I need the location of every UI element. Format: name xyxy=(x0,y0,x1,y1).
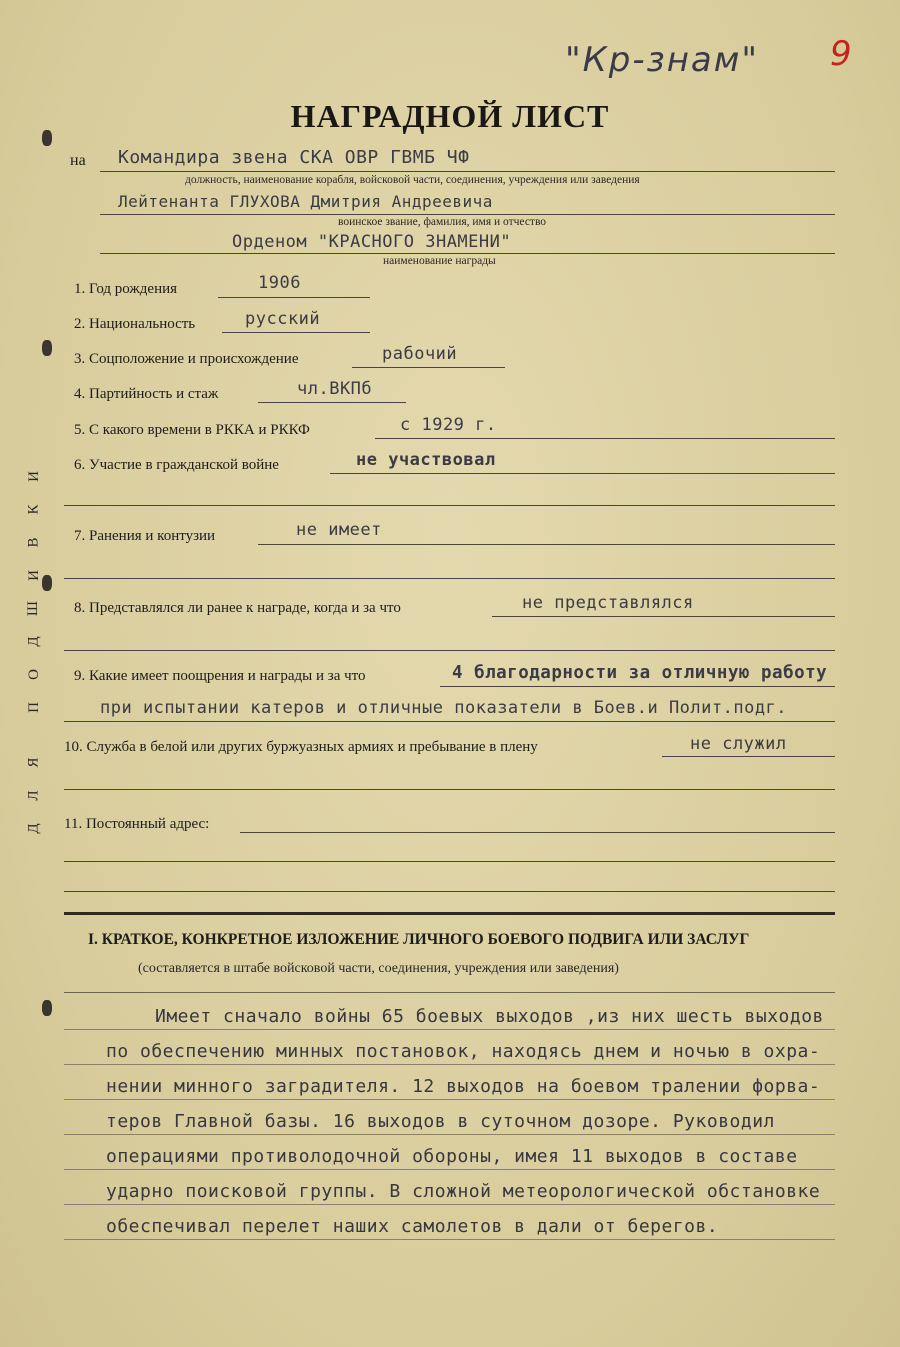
margin-letter: Д xyxy=(25,636,42,647)
body-line-4: теров Главной базы. 16 выходов в суточном дозоре. Руководил xyxy=(106,1111,775,1132)
name-caption: воинское звание, фамилия, имя и отчество xyxy=(338,216,547,228)
field-label-birth-year: 1. Год рождения xyxy=(74,281,178,297)
field-label-white-army: 10. Служба в белой или других буржуазных армиях и пребывание в плену xyxy=(64,739,538,755)
field-label-previous-awards: 8. Представлялся ли ранее к награде, когда и за что xyxy=(74,600,401,616)
position-caption: должность, наименование корабля, войсковой части, соединения, учреждения или заведения xyxy=(185,174,640,186)
margin-letter xyxy=(29,733,51,737)
field-label-nationality: 2. Национальность xyxy=(74,316,196,332)
margin-letter: Д xyxy=(25,823,42,834)
margin-letter: Л xyxy=(25,790,42,801)
margin-letter: Я xyxy=(25,757,42,768)
binder-hole xyxy=(42,340,52,356)
field-value-commendations: 4 благодарности за отличную работу xyxy=(452,663,828,683)
handwritten-note: "Кр-знам" xyxy=(565,40,760,80)
margin-letter: В xyxy=(25,537,42,548)
field-value-commendations-line2: при испытании катеров и отличные показатели в Боев.и Полит.подг. xyxy=(100,698,788,718)
margin-text-for-binding xyxy=(25,460,50,845)
margin-letter: И xyxy=(25,471,42,482)
section-heading: I. КРАТКОЕ, КОНКРЕТНОЕ ИЗЛОЖЕНИЕ ЛИЧНОГО БОЕВОГО ПОДВИГА ИЛИ ЗАСЛУГ xyxy=(88,931,750,948)
field-value-service-start: с 1929 г. xyxy=(400,415,497,435)
position-value: Командира звена СКА ОВР ГВМБ ЧФ xyxy=(118,147,470,168)
margin-letter: Ш xyxy=(25,600,42,617)
field-label-social-status: 3. Соцположение и происхождение xyxy=(74,351,299,367)
field-label-address: 11. Постоянный адрес: xyxy=(64,816,210,832)
field-label-party: 4. Партийность и стаж xyxy=(74,386,219,402)
field-label-wounds: 7. Ранения и контузии xyxy=(74,528,216,544)
award-caption: наименование награды xyxy=(383,255,496,267)
body-line-2: по обеспечению минных постановок, находясь днем и ночью в охра- xyxy=(106,1041,821,1062)
field-value-previous-awards: не представлялся xyxy=(522,593,694,613)
field-value-social-status: рабочий xyxy=(382,344,458,364)
body-line-7: обеспечивал перелет наших самолетов в дали от берегов. xyxy=(106,1216,719,1237)
name-value: Лейтенанта ГЛУХОВА Дмитрия Андреевича xyxy=(118,192,493,211)
field-value-wounds: не имеет xyxy=(296,520,382,540)
award-value: Орденом "КРАСНОГО ЗНАМЕНИ" xyxy=(232,232,512,252)
field-value-birth-year: 1906 xyxy=(258,273,301,293)
margin-letter: И xyxy=(25,570,42,581)
body-line-3: нении минного заградителя. 12 выходов на боевом тралении форва- xyxy=(106,1076,821,1097)
body-line-6: ударно поисковой группы. В сложной метеорологической обстановке xyxy=(106,1181,821,1202)
prefix-na: на xyxy=(70,152,86,169)
page-number: 9 xyxy=(830,34,852,74)
margin-letter: П xyxy=(25,702,42,713)
body-line-1: Имеет сначало войны 65 боевых выходов ,из них шесть выходов xyxy=(155,1006,824,1027)
field-label-commendations: 9. Какие имеет поощрения и награды и за что xyxy=(74,668,366,684)
field-value-civil-war: не участвовал xyxy=(356,450,496,470)
field-value-nationality: русский xyxy=(245,309,321,329)
field-value-party: чл.ВКПб xyxy=(297,379,373,399)
body-line-5: операциями противолодочной обороны, имея 11 выходов в составе xyxy=(106,1146,798,1167)
field-value-white-army: не служил xyxy=(690,734,787,754)
section-subheading: (составляется в штабе войсковой части, соединения, учреждения или заведения) xyxy=(138,961,619,976)
field-label-civil-war: 6. Участие в гражданской войне xyxy=(74,457,279,473)
margin-letter: О xyxy=(25,669,42,680)
margin-letter: К xyxy=(25,504,42,515)
page-title: НАГРАДНОЙ ЛИСТ xyxy=(290,98,610,134)
binder-hole xyxy=(42,1000,52,1016)
field-label-service-start: 5. С какого времени в РККА и РККФ xyxy=(74,422,310,438)
